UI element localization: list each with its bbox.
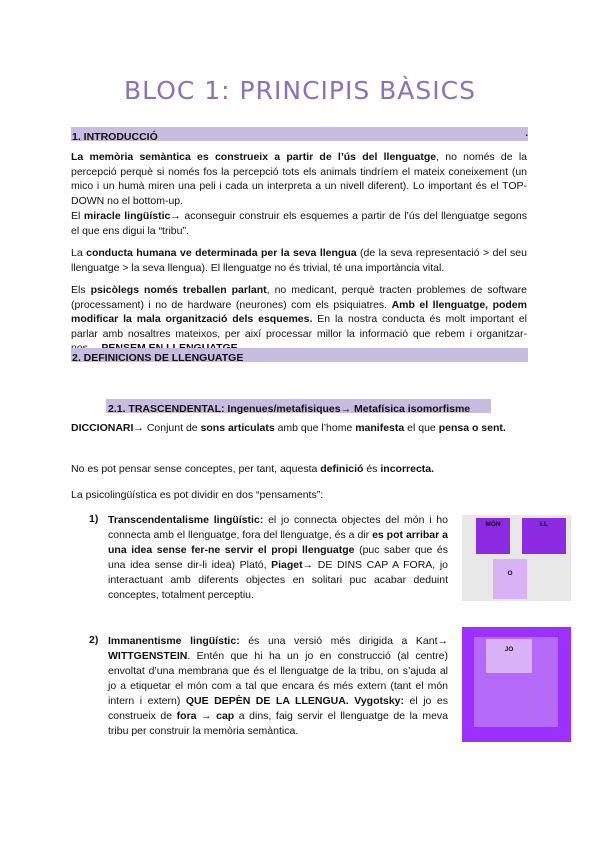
subsection-heading-trascendental: [106, 399, 491, 413]
box-ll: LL: [522, 518, 566, 554]
paragraph-psicolinguistica: La psicolingüística es pot dividir en dos “pensaments”:: [71, 489, 324, 501]
list-item-immanentisme: Immanentisme lingüístic: és una versió més dirigida a Kant→ WITTGENSTEIN. Entén que hi ha un jo en construcció (al centre) envoltat d’una membrana que és el llenguatge de la tribu, on s’ajuda al jo a etiquetar el món com a tal que encara és més extern (tant el món intern i extern) QUE DEPÈN DE LA LLENGUA. Vygotsky: el jo es construeix de fora → cap a dins, faig servir el llenguatge de la meva tribu per construir la memòria semàntica.: [108, 635, 449, 737]
section-heading-definicions: [71, 348, 528, 362]
list-number-2: 2): [89, 634, 99, 646]
subsection-heading-text: 2.1. TRASCENDENTAL: Ingenues/metafisiques→ Metafísica isomorfisme: [108, 403, 471, 415]
heading-dot: .: [525, 128, 528, 139]
diagram-transcendentalisme: [462, 515, 571, 601]
section-heading-text: 1. INTRODUCCIÓ: [72, 131, 158, 143]
section-heading-introduccio: [71, 127, 528, 141]
paragraph-conceptes: No es pot pensar sense conceptes, per tant, aquesta definició és incorrecta.: [71, 463, 435, 475]
box-mon: MÓN: [476, 518, 510, 554]
page-title: BLOC 1: PRINCIPIS BÀSICS: [124, 76, 476, 105]
box-jo: JO: [486, 639, 532, 673]
section-heading-text: 2. DEFINICIONS DE LLENGUATGE: [72, 352, 244, 364]
paragraph-miracle-linguistic: El miracle lingüístic→ aconseguir construir els esquemes a partir de l’ús del llenguatge segons el que ens digui la “tribu”.: [71, 210, 527, 237]
diagram-immanentisme: [462, 627, 571, 742]
paragraph-psicolegs: Els psicòlegs només treballen parlant, no medicant, perquè tracten problemes de software (processament) i no de hardware (neurones) com els psiquiatres. Amb el llenguatge, podem modificar la mala organització dels esquemes. En la nostra conducta és molt important el parlar amb nosaltres mateixos, per així processar millor la informació que rebem i organitzar-: [71, 284, 527, 340]
box-o: O: [493, 559, 527, 599]
paragraph-diccionari: DICCIONARI→ Conjunt de sons articulats amb que l’home manifesta el que pensa o sent.: [71, 422, 506, 434]
paragraph-conducta-humana: La conducta humana ve determinada per la seva llengua (de la seva representació > del seu llenguatge > la seva llengua). El llenguatge no és trivial, té una importància vital.: [71, 247, 527, 274]
list-item-transcendentalisme: Transcendentalisme lingüístic: el jo connecta objectes del món i ho connecta amb el llenguatge, fora del llenguatge, és a dir es pot arribar a una idea sense fer-ne servir el propi llenguatge (puc saber que és una idea sense dir-li idea) Plató, Piaget→ DE DINS CAP A FORA, jo interactuant amb diferents objectes en solitari puc acabar deduint conceptes, totalment perceptiu.: [108, 514, 448, 601]
paragraph-memoria-semantica: La memòria semàntica es construeix a partir de l’ús del llenguatge, no només de la percepció perquè si només fos la percepció tots els animals tindríem el mateix coneixement (un mico i un humà miren una peli i cada un interpreta a un nivell diferent). Lo important és el TOP-DOWN no el bottom-up.: [71, 151, 527, 207]
list-number-1: 1): [89, 513, 99, 525]
